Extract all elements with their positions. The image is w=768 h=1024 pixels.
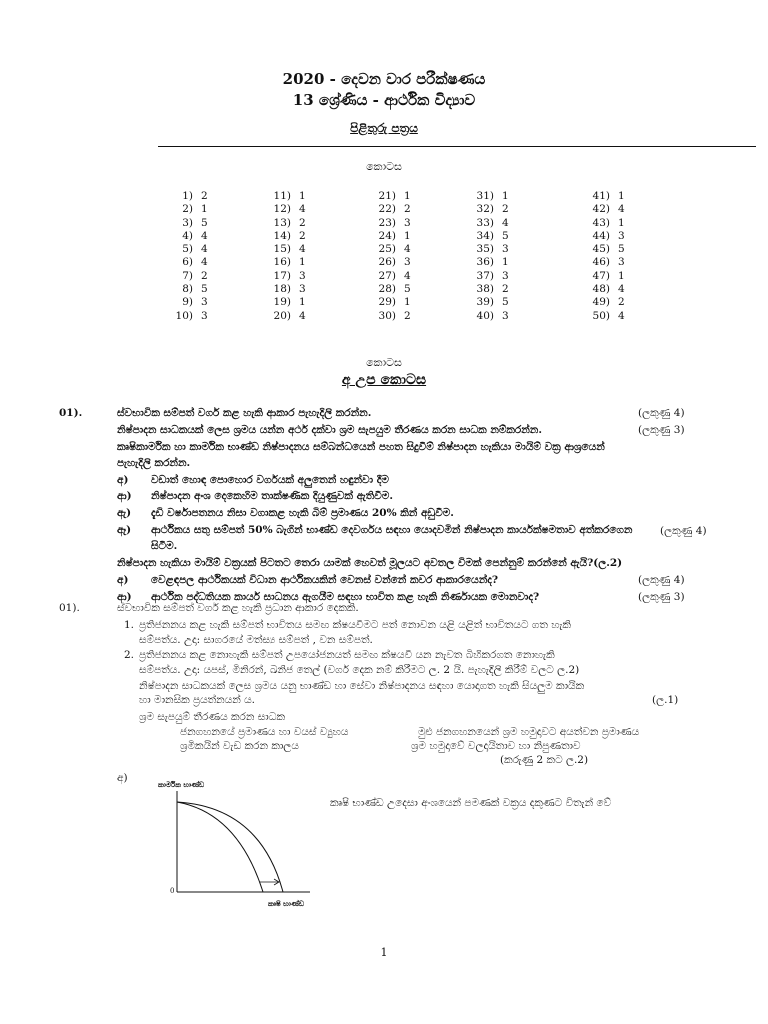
answer-column-5 <box>584 190 625 323</box>
question-line: නිෂ්පාදන සාධකයක් ලෙස ශ්‍රමය යන්න අර්ථ දක්වා ශ්‍රම සැපයුම තීරණය කරන සාධක නම්කරන්න. <box>117 424 542 436</box>
question-no: 42) <box>592 203 610 216</box>
answer-row <box>584 243 625 256</box>
chart-y-label: කාර්මික භාණ්ඩ <box>158 780 205 789</box>
answer-row <box>468 243 509 256</box>
labour-definition: නිෂ්පාදන සාධකයක් ලෙස ශ්‍රමය යනු භාණ්ඩ හා සේවා නිෂ්පාදනය සඳහා යොදාගත හැකි සියලුම කායික <box>139 680 585 692</box>
question-no: 1) <box>182 190 193 202</box>
supply-factor: ශ්‍රම හමුදාවේ වලදායිතාව හා නිපුණතාව <box>411 740 581 752</box>
answer-value: 1 <box>618 269 625 282</box>
question-no: 34) <box>476 229 494 242</box>
sub-item-label: ආ) <box>117 591 132 603</box>
sub-item-label: අ) <box>117 574 129 586</box>
question-line: ස්වභාවික සම්පත් වර්ග කළ හැකි ආකාර පැහැදිලි කරන්න. <box>117 407 372 419</box>
answer-row <box>370 296 411 309</box>
question-no: 39) <box>476 296 494 309</box>
question-number: 01). <box>59 407 83 419</box>
question-no: 26) <box>378 256 396 269</box>
question-no: 3) <box>182 216 193 229</box>
answer-row <box>265 296 306 309</box>
answer-row <box>370 190 411 203</box>
question-no: 30) <box>378 309 396 322</box>
answer-value: 5 <box>201 216 208 229</box>
question-no: 14) <box>273 229 291 242</box>
question-no: 29) <box>378 296 396 309</box>
answer-row <box>370 283 411 296</box>
answer-intro: ස්වභාවික සම්පත් වර්ග කළ හැකි ප්‍රධාන ආකාර දෙකකි. <box>117 602 359 614</box>
answer-row <box>468 296 509 309</box>
answer-value: 1 <box>618 216 625 229</box>
answer-value: 5 <box>618 243 625 256</box>
answer-item-line: සම්පත්ය. උදා: සාගරයේ මත්ස්‍ය සම්පත් , වන සම්පත්. <box>139 634 373 646</box>
answer-item-line: ප්‍රතිජනනය කළ හැකි සම්පත් භාවිතය සමඟ ක්ෂයවීමට පත් නොවන යළි යළිත් භාවිතයට ගත හැකි <box>139 619 571 631</box>
answer-value: 1 <box>299 256 306 269</box>
answer-value: 3 <box>299 283 306 296</box>
question-no: 9) <box>182 296 193 309</box>
answer-value: 4 <box>404 269 411 282</box>
answer-value: 3 <box>299 269 306 282</box>
question-mark: (ලකුණු 4) <box>638 574 685 586</box>
answer-row <box>265 310 306 323</box>
answer-value: 2 <box>299 229 306 242</box>
sub-item-label: අ) <box>117 474 129 486</box>
answer-value: 2 <box>201 190 208 202</box>
answer-value: 2 <box>201 269 208 282</box>
question-no: 38) <box>476 283 494 296</box>
answer-row <box>265 203 306 216</box>
grade-subject-title: 13 ශ්‍රේණිය - ආර්ථික විද්‍යාව <box>292 91 476 109</box>
question-no: 45) <box>592 243 610 256</box>
chart-x-label: කෘෂි භාණ්ඩ <box>268 899 305 908</box>
question-mark: (ලකුණු 3) <box>638 591 685 603</box>
question-no: 11) <box>273 190 291 202</box>
answer-value: 4 <box>618 203 625 216</box>
answer-row <box>167 270 208 283</box>
answer-value: 1 <box>502 256 509 269</box>
question-no: 47) <box>592 269 610 282</box>
answer-value: 3 <box>201 309 208 322</box>
question-no: 17) <box>273 269 291 282</box>
answer-value: 4 <box>502 216 509 229</box>
sub-item-text: වෙළඳපල ආර්ථිකයක් විධාන ආර්ථිකයකින් වෙනස් වන්නේ කවර ආකාරයෙන්ද? <box>151 574 499 586</box>
sub-item-text: සිටීම. <box>151 540 178 552</box>
supply-factor: ශ්‍රමිකයින් වැඩ කරන කාලය <box>180 740 299 752</box>
answer-value: 5 <box>201 283 208 296</box>
answer-row <box>468 310 509 323</box>
question-no: 18) <box>273 283 291 296</box>
answer-value: 1 <box>404 296 411 309</box>
question-no: 7) <box>182 269 193 282</box>
supply-factor: මුළු ජනගහනයෙන් ශ්‍රම හමුදාවට අයත්වන ප්‍රමාණය <box>418 726 640 738</box>
answer-row <box>167 203 208 216</box>
answer-value: 2 <box>502 203 509 216</box>
answer-value: 1 <box>201 203 208 216</box>
section-a-heading: අ උප කොටස <box>341 372 427 388</box>
answer-sheet-heading: පිළිතුරු පත්‍රය <box>350 121 418 135</box>
question-no: 22) <box>378 203 396 216</box>
answer-row <box>370 230 411 243</box>
answer-row <box>370 270 411 283</box>
answer-row <box>370 243 411 256</box>
question-mark: (ලකුණු 4) <box>638 407 685 419</box>
answer-value: 3 <box>618 256 625 269</box>
question-no: 32) <box>476 203 494 216</box>
answer-value: 3 <box>502 243 509 256</box>
answer-value: 4 <box>201 229 208 242</box>
answer-value: 4 <box>618 309 625 322</box>
answer-item-number: 2. <box>124 649 135 661</box>
answer-column-3 <box>370 190 411 323</box>
answer-value: 3 <box>201 296 208 309</box>
chart-origin-label: 0 <box>170 887 175 895</box>
answer-value: 1 <box>502 190 509 202</box>
answer-row <box>370 256 411 269</box>
answer-row <box>265 283 306 296</box>
question-no: 4) <box>182 229 193 242</box>
sub-item-text: ආර්ථික පද්ධතියක කාර්ය සාධනය ඇගයීම සඳහා භාවිත කළ හැකි නිර්ණායක මොනවාද? <box>151 591 540 603</box>
answer-row <box>370 310 411 323</box>
answer-row <box>167 256 208 269</box>
question-no: 16) <box>273 256 291 269</box>
answer-row <box>584 310 625 323</box>
question-no: 35) <box>476 243 494 256</box>
answer-value: 3 <box>618 229 625 242</box>
answer-value: 1 <box>404 229 411 242</box>
answer-row <box>265 256 306 269</box>
question-line: කෘෂිකාර්මික හා කාර්මික භාණ්ඩ නිෂ්පාදනය සම්බන්ධයෙන් පහත සිදුවීම් නිෂ්පාදන හැකියා මායිම් වක්‍ර ආශ්‍රයෙන් <box>117 441 605 453</box>
question-no: 13) <box>273 216 291 229</box>
question-no: 8) <box>182 283 193 296</box>
answer-item-line: සම්පත්ය. උදා: යපස්, මිනිරන්, ඛනිජ තෙල් (වර්ග දෙක නම් කිරීමට ල. 2 යි. පැහැදිලි කිරීම් වලට ල.2) <box>139 664 580 676</box>
answer-value: 1 <box>618 190 625 202</box>
answer-value: 4 <box>299 243 306 256</box>
question-no: 46) <box>592 256 610 269</box>
answer-column-4 <box>468 190 509 323</box>
question-no: 48) <box>592 283 610 296</box>
sub-item-text: වඩාත් හොඳ පොහොර වර්ගයක් අලුතෙන් හඳුන්වා දීම <box>151 474 389 486</box>
answer-number: 01). <box>59 602 80 614</box>
shifted-ppc-curve <box>177 802 283 892</box>
question-line: පැහැදිලි කරන්න. <box>117 457 191 469</box>
question-no: 24) <box>378 229 396 242</box>
answer-row <box>265 190 306 203</box>
answer-row <box>370 217 411 230</box>
answer-row <box>265 270 306 283</box>
answer-value: 4 <box>299 203 306 216</box>
answer-row <box>468 230 509 243</box>
question-no: 21) <box>378 190 396 202</box>
answer-value: 5 <box>404 283 411 296</box>
answer-row <box>468 256 509 269</box>
question-no: 36) <box>476 256 494 269</box>
sub-item-label: ආ) <box>117 490 132 502</box>
answer-value: 2 <box>404 309 411 322</box>
question-no: 15) <box>273 243 291 256</box>
answer-value: 4 <box>299 309 306 322</box>
answer-value: 3 <box>404 256 411 269</box>
answer-row <box>584 190 625 203</box>
question-no: 33) <box>476 216 494 229</box>
answer-value: 2 <box>299 216 306 229</box>
answer-value: 5 <box>502 296 509 309</box>
answer-value: 4 <box>201 256 208 269</box>
page-number: 1 <box>380 946 388 959</box>
answer-row <box>468 270 509 283</box>
answer-value: 4 <box>201 243 208 256</box>
answer-row <box>584 270 625 283</box>
answer-item-line: ප්‍රතිජනනය කළ නොහැකි සම්පත් උපයෝජනයත් සමඟ ක්ෂයවී යන නැවත බිහිකරගත නොහැකි <box>139 649 555 661</box>
answer-value: 2 <box>502 283 509 296</box>
question-no: 50) <box>592 309 610 322</box>
answer-row <box>370 203 411 216</box>
answer-row <box>468 217 509 230</box>
answer-row <box>167 217 208 230</box>
sub-item-label: ඈ) <box>117 524 132 536</box>
part2-title: කොටස <box>366 356 402 369</box>
question-no: 40) <box>476 309 494 322</box>
answer-value: 2 <box>404 203 411 216</box>
answer-row <box>167 190 208 203</box>
question-no: 31) <box>476 190 494 202</box>
question-no: 23) <box>378 216 396 229</box>
labour-mark: (ල.1) <box>652 694 679 706</box>
answer-row <box>468 203 509 216</box>
answer-row <box>584 230 625 243</box>
answer-row <box>584 217 625 230</box>
sub-item-label: ඇ) <box>117 507 132 519</box>
answer-row <box>584 203 625 216</box>
supply-factor: ජනගහනයේ ප්‍රමාණය හා වයස් ව්‍යුහය <box>180 726 349 738</box>
answer-column-1 <box>167 190 208 323</box>
exam-title: 2020 - දෙවන වාර පරීක්ෂණය <box>282 70 486 88</box>
chart-item-label: අ) <box>117 772 128 784</box>
question-no: 25) <box>378 243 396 256</box>
answer-row <box>167 296 208 309</box>
question-line: නිෂ්පාදන හැකියා මායිම් වක්‍රයක් පිටතට තෙරා යාමක් හෙවත් මූලයට අවතල විමක් පෙන්නුම් කරන්නේ ඇයි?(ල.2) <box>117 557 623 569</box>
part1-title: කොටස <box>366 160 402 173</box>
question-no: 44) <box>592 229 610 242</box>
answer-value: 1 <box>299 190 306 202</box>
sub-items-mark: (ලකුණු 4) <box>660 525 707 537</box>
answer-value: 4 <box>618 283 625 296</box>
question-no: 12) <box>273 203 291 216</box>
answer-item-number: 1. <box>124 619 135 631</box>
original-ppc-curve <box>177 802 263 892</box>
question-no: 41) <box>592 190 610 202</box>
answer-value: 3 <box>404 216 411 229</box>
sub-item-text: දැඩි වර්ෂාපතනය නිසා වගාකළ හැකි බිම් ප්‍රමාණය 20% කින් අඩුවීම. <box>151 507 454 519</box>
question-mark: (ලකුණු 3) <box>638 424 685 436</box>
ppc-diagram <box>160 785 320 900</box>
question-no: 43) <box>592 216 610 229</box>
answer-row <box>584 296 625 309</box>
question-no: 6) <box>182 256 193 269</box>
answer-row <box>167 310 208 323</box>
answer-row <box>265 217 306 230</box>
question-no: 5) <box>182 243 193 256</box>
sub-item-text: නිෂ්පාදන අංශ දෙකෙහිම තාක්ෂණික දියුණුවක් ඇතිවීම. <box>151 490 394 502</box>
answer-row <box>265 230 306 243</box>
answer-row <box>584 283 625 296</box>
answer-value: 2 <box>618 296 625 309</box>
question-no: 19) <box>273 296 291 309</box>
answer-column-2 <box>265 190 306 323</box>
question-no: 27) <box>378 269 396 282</box>
supply-factors-mark: (කරුණු 2 කට ල.2) <box>500 754 589 766</box>
answer-value: 1 <box>299 296 306 309</box>
question-no: 2) <box>182 203 193 216</box>
sub-item-text: ආර්ථිකය සතු සම්පත් 50% බැගින් භාණ්ඩ දෙවර්ගය සඳහා යොදවමින් නිෂ්පාදන කාර්යක්ෂමතාව අත්කරගෙන <box>151 524 633 536</box>
answer-row <box>265 243 306 256</box>
question-no: 37) <box>476 269 494 282</box>
answer-row <box>468 283 509 296</box>
answer-row <box>584 256 625 269</box>
answer-value: 4 <box>404 243 411 256</box>
question-no: 49) <box>592 296 610 309</box>
question-no: 28) <box>378 283 396 296</box>
answer-value: 1 <box>404 190 411 202</box>
answer-value: 3 <box>502 269 509 282</box>
header-divider <box>158 146 756 147</box>
answer-row <box>167 283 208 296</box>
answer-row <box>167 243 208 256</box>
answer-value: 3 <box>502 309 509 322</box>
answer-row <box>468 190 509 203</box>
question-no: 10) <box>175 309 193 322</box>
chart-caption: කෘෂි භාණ්ඩ උදෙසා අංශයෙන් පමණක් වක්‍රය දකුණට විතැන් වේ <box>330 797 612 809</box>
answer-value: 5 <box>502 229 509 242</box>
answer-row <box>167 230 208 243</box>
supply-factors-title: ශ්‍රම සැපයුම් තීරණය කරන සාධක <box>139 711 286 723</box>
labour-definition: හා මානසික ප්‍රයත්නයන් ය. <box>139 694 256 706</box>
question-no: 20) <box>273 309 291 322</box>
